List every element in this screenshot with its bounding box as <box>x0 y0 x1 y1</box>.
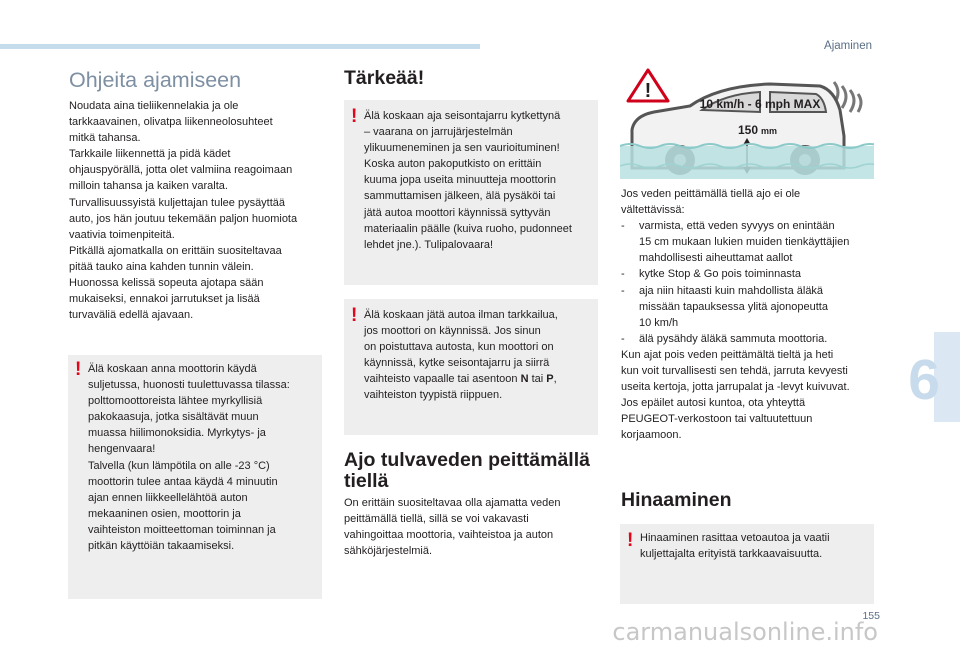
text-line: sammuttamisen jälkeen, älä pysäköi tai <box>364 190 556 203</box>
text-line: kuuma jopa useita minuutteja moottorin <box>364 174 556 187</box>
text-line: mahdollisesti aiheuttamat aallot <box>639 252 793 265</box>
section-title-driving-advice: Ohjeita ajamiseen <box>69 68 242 92</box>
text-line: Turvallisuussyistä kuljettajan tulee pysäyttää <box>69 196 286 209</box>
text-line: useita kertoja, jotta jarrupalat ja -levyt kuivuvat. <box>621 381 850 394</box>
warning-box-unattended <box>344 299 598 435</box>
text-line: Jos epäilet autosi kuntoa, ota yhteyttä <box>621 397 806 410</box>
water-depth-value: 150 <box>737 123 758 137</box>
list-dash: - <box>621 284 625 297</box>
gear-p: P <box>546 373 554 386</box>
chapter-number: 6 <box>908 348 940 412</box>
section-title-flooded-road: Ajo tulvaveden peittämällä tiellä <box>344 449 590 492</box>
warning-text <box>364 108 594 253</box>
text-line: auto, jos hän joutuu tekemään paljon huomiota <box>69 212 298 225</box>
driving-advice-paragraph <box>69 98 329 323</box>
list-dash: - <box>621 268 625 281</box>
car-in-water-illustration <box>620 68 874 179</box>
text-line: Kun ajat pois veden peittämältä tieltä ja heti <box>621 348 834 361</box>
text-line: 10 km/h <box>639 316 679 329</box>
text-line: vahingoittaa moottoria, vaihteistoa ja auton <box>344 529 554 542</box>
text-line: kytke Stop & Go pois toiminnasta <box>639 268 802 281</box>
text-line: jos moottori on käynnissä. Jos sinun <box>364 325 541 338</box>
list-item <box>621 331 896 347</box>
text-line: lehdet jne.). Tulipalovaara! <box>364 238 494 251</box>
text-line: ohjauspyörällä, jotta olet valmiina reagoimaan <box>69 164 293 177</box>
text-line: kuljettajalta erityistä tarkkaavaisuutta. <box>640 548 823 561</box>
text-line: aja niin hitaasti kuin mahdollista äläkä <box>639 284 824 297</box>
speed-limit-label: 10 km/h - 6 mph MAX <box>699 97 821 111</box>
text-line: ylikuumeneminen ja sen vaurioituminen! <box>364 142 560 155</box>
text-line: peittämällä tiellä, sillä se voi vakavasti <box>344 513 529 526</box>
text-line: vältettävissä: <box>621 204 685 217</box>
warning-text <box>640 530 870 562</box>
list-item <box>621 283 896 331</box>
warning-icon: ! <box>351 106 358 127</box>
text-line: polttomoottoreista lähtee myrkyllisiä <box>88 395 263 408</box>
text-line: kun voit turvallisesti sen tehdä, jarruta kevyesti <box>621 365 848 378</box>
text-line: on poistuttava autosta, kun moottori on <box>364 341 554 354</box>
text-line: muassa hiilimonoksidia. Myrkytys- ja <box>88 427 266 440</box>
warning-text: Älä koskaan jätä autoa ilman tarkkailua, jos moottori on käynnissä. Jos sinun on poistuttava autosta, kun moottori on käynnissä, kytke seisontajarru ja siirrä vaihteisto vapaalle tai asentoon N tai P, vaihteiston tyypistä riippuen. <box>364 307 594 404</box>
text-line: älä pysähdy äläkä sammuta moottoria. <box>639 332 828 345</box>
text-line: turvaväliä edellä ajavaan. <box>69 309 194 322</box>
warning-box-parking-brake <box>344 100 598 285</box>
text-line: On erittäin suositeltavaa olla ajamatta veden <box>344 497 561 509</box>
text-line: milloin tahansa ja kaiken varalta. <box>69 180 228 193</box>
text-line: 15 cm mukaan lukien muiden tienkäyttäjien <box>639 236 850 249</box>
text-line: Hinaaminen rasittaa vetoautoa ja vaatii <box>640 532 830 544</box>
list-item-text <box>639 266 801 282</box>
water-level <box>620 146 874 179</box>
text-line: PEUGEOT-verkostoon tai valtuutettuun <box>621 413 813 426</box>
text-line: ajan ennen liikkeellelähtöä auton <box>88 491 248 504</box>
text-line: pitkän käyttöiän takaamiseksi. <box>88 540 235 553</box>
text-line: tarkkaavainen, olivatpa liikenneolosuhteet <box>69 116 273 129</box>
warning-icon: ! <box>351 305 358 326</box>
text-line: Älä koskaan anna moottorin käydä <box>88 363 257 375</box>
text-line: materiaalin päälle (kuiva ruoho, pudonneet <box>364 222 572 235</box>
text-line: Pitkällä ajomatkalla on erittäin suositeltavaa <box>69 244 282 257</box>
text-line: korjaamoon. <box>621 429 682 442</box>
text-line: Noudata aina tieliikennelakia ja ole <box>69 100 239 112</box>
list-item-text <box>639 283 828 331</box>
text-line: vaihteiston moitteettoman toiminnan ja <box>88 523 276 536</box>
header-bar <box>0 44 480 49</box>
warning-text <box>88 361 318 554</box>
section-title-important: Tärkeää! <box>344 67 425 89</box>
text-line: hengenvaara! <box>88 443 156 456</box>
warning-icon: ! <box>75 359 82 380</box>
list-item <box>621 218 896 266</box>
water-depth-unit: mm <box>761 126 778 136</box>
list-item <box>621 266 896 282</box>
list-dash: - <box>621 332 625 345</box>
flood-illustration <box>620 68 874 179</box>
section-title: Ajaminen <box>824 40 872 52</box>
text-line: käynnissä, kytke seisontajarru ja siirrä <box>364 357 550 370</box>
text-line: suljetussa, huonosti tuulettuvassa tilassa: <box>88 379 290 392</box>
text-line: pitää tauko aina kahden tunnin välein. <box>69 260 254 273</box>
flooded-road-paragraph <box>344 495 604 559</box>
text-line: mitkä tahansa. <box>69 132 141 145</box>
list-item-text <box>639 331 827 347</box>
text-line: mekaaninen osien, moottorin ja <box>88 507 241 520</box>
text-line: missään tapauksessa ylitä ajonopeutta <box>639 300 828 313</box>
text-line: Tarkkaile liikennettä ja pidä kädet <box>69 148 231 161</box>
flooded-road-instructions <box>621 186 896 444</box>
text-line: – vaarana on jarrujärjestelmän <box>364 126 513 139</box>
warning-box-towing <box>620 524 874 604</box>
text-line: jätä autoa moottori käynnissä syttyvän <box>364 206 551 219</box>
list-dash: - <box>621 220 625 233</box>
warning-box-exhaust <box>68 355 322 599</box>
page-number: 155 <box>862 610 880 622</box>
text-line: moottorin tulee antaa käydä 4 minuutin <box>88 475 278 488</box>
text-line: Älä koskaan jätä autoa ilman tarkkailua, <box>364 309 558 321</box>
watermark: carmanualsonline.info <box>612 618 878 646</box>
list-item-text <box>639 218 849 266</box>
section-title-towing: Hinaaminen <box>621 489 732 511</box>
text-line: sähköjärjestelmiä. <box>344 545 433 558</box>
text-line: Jos veden peittämällä tiellä ajo ei ole <box>621 188 801 200</box>
gear-n: N <box>520 373 529 386</box>
text-line: Koska auton pakoputkisto on erittäin <box>364 158 542 171</box>
text-line: vaativia toimenpiteitä. <box>69 228 175 241</box>
text-line: varmista, että veden syvyys on enintään <box>639 220 835 233</box>
svg-text:!: ! <box>644 80 652 102</box>
text-line: Huonossa kelissä sopeuta ajotapa sään <box>69 277 264 290</box>
text-line: Älä koskaan aja seisontajarru kytkettynä <box>364 110 561 122</box>
text-line: Talvella (kun lämpötila on alle -23 °C) <box>88 459 270 472</box>
text-line: mukaiseksi, ennakoi jarrutukset ja lisää <box>69 293 260 306</box>
text-line: pakokaasuja, jotka sisältävät muun <box>88 411 259 424</box>
warning-icon: ! <box>627 530 634 551</box>
